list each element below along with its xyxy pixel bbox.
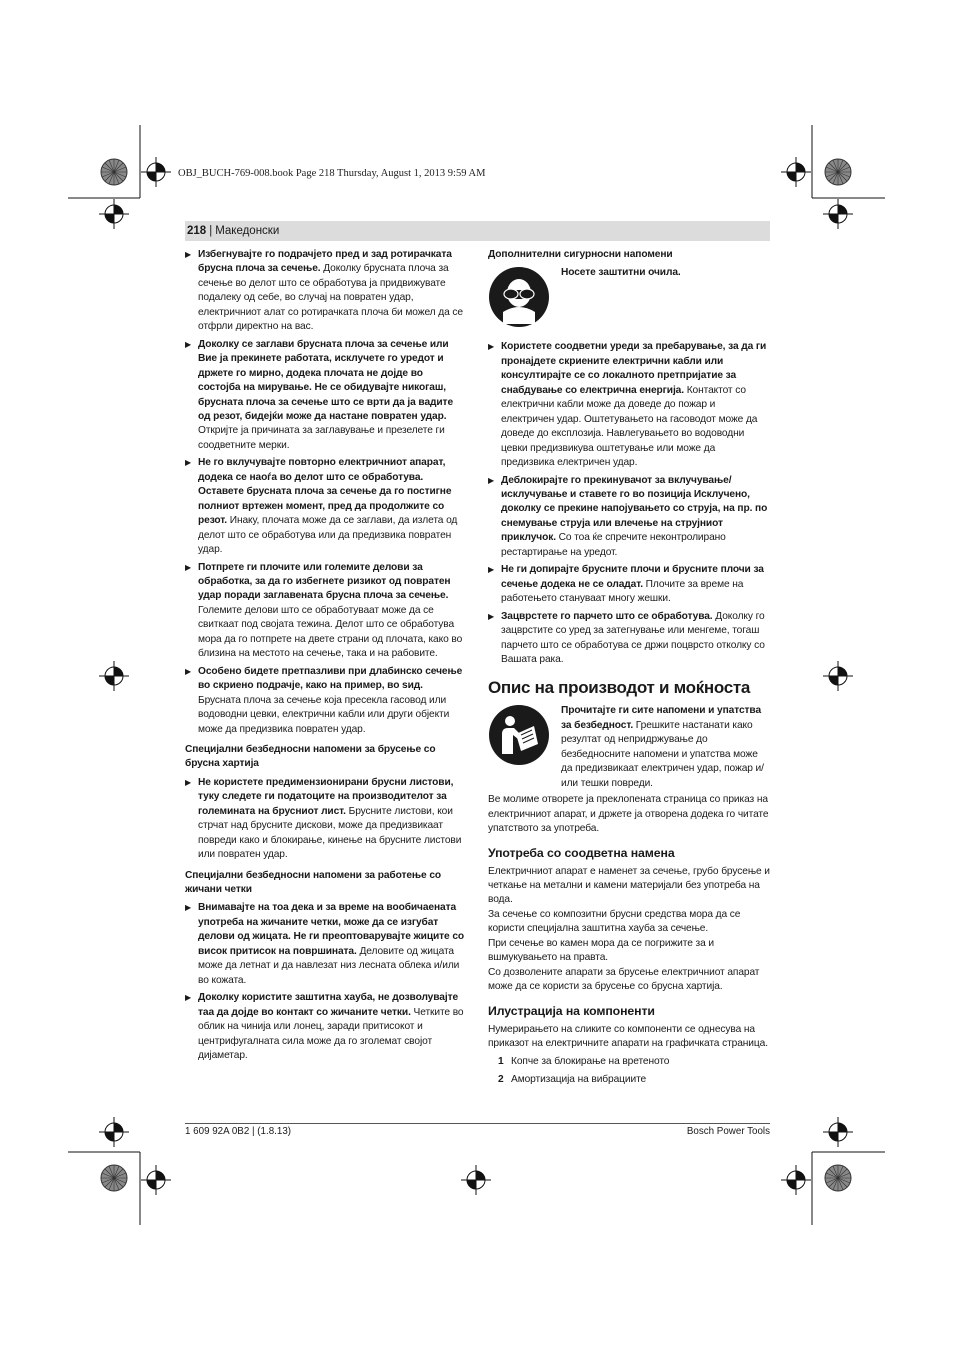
page-language: Македонски [215,225,280,237]
item-text: Откријте ја причината за заглавување и презелете ги соодветните мерки. [198,425,445,451]
subheading-wire-brushes: Специјални безбедносни напомени за работење со жичани четки [185,869,442,896]
bullet-arrow-icon: ▶ [488,565,495,575]
bullet-arrow-icon: ▶ [185,903,192,913]
goggles-notice [488,266,770,340]
component-number: 1 [498,1056,504,1068]
bullet-arrow-icon: ▶ [185,562,192,572]
read-manual-notice [488,704,770,791]
item-text: Четките во облик на чинија или лонец, заради притисокот и центрифугалната сила може да го зголемат својот дијаметар. [198,1006,464,1062]
component-label: Амортизација на вибрациите [511,1073,647,1085]
item-text: Контактот со електрични кабли може да доведе до пожар и електричен удар. Оштетувањето на гасоводот може да доведе до експлозија. Навлегувањето во водоводни цевки предизвикува оштетување или може да предизвика електричен удар. [501,384,758,469]
item-bold: Зацврстете го парчето што се обработува. [501,610,713,622]
item-bold: Користете соодветни уреди за пребарување, за да ги пронајдете скриените електрични кабли или консултирајте се со локалното претпријатие за снабдување со електрична енергија. [501,341,767,396]
bullet-arrow-icon: ▶ [185,339,192,349]
page-bar-separator: | [209,225,213,237]
item-text: Деловите од жицата може да летнат и да навлезат низ лесната облека и/или во кожата. [198,945,460,986]
item-text: Плочите за време на работењето стануваат многу жешки. [501,578,744,605]
list-item [185,991,467,1063]
item-text: Брусната плоча за сечење која пресекла гасовод или водоводни цевки, електрични кабли или други објекти може да предизвика повратен удар. [198,694,450,735]
item-bold: Не користете предимензионирани брусни листови, туку следете ги податоците на производителот за големината на брусниот лист. [198,776,454,817]
footer-document-number: 1 609 92A 0B2 | (1.8.13) [185,1126,292,1137]
component-number: 2 [498,1073,504,1085]
bullet-arrow-icon: ▶ [185,250,192,259]
components-intro: Нумерирањето на сликите со компоненти се однесува на приказот на електричните апарати на графичката страница. [488,1023,768,1050]
list-item [185,456,467,557]
item-text: Доколку го зацврстите со уред за затегнување или менгеме, тогаш парчето што се обработува се држи поцврсто отколку со Вашата рака. [501,610,765,665]
item-text: Со тоа ќе спречите неконтролирано рестартирање на уредот. [501,532,726,558]
bullet-arrow-icon: ▶ [185,777,192,787]
read-manual-icon [488,704,550,766]
intended-use-paragraph: Со дозволените апарати за брусење електричниот апарат може да се користи за брусење со брусна хартија. [488,966,760,993]
item-bold: Доколку користите заштитна хауба, не дозволувајте таа да дојде во контакт со жичаните четки. [198,992,459,1018]
bullet-arrow-icon: ▶ [185,458,192,468]
page-header-bar [185,221,770,241]
item-bold: Не ги допирајте брусните плочи и брусните плочи за сечење додека не се оладат. [501,564,764,590]
safety-goggles-icon [488,266,550,328]
subheading-sanding: Специјални безбедносни напомени за брусење со брусна хартија [185,743,436,770]
goggles-label: Носете заштитни очила. [561,267,681,279]
components-heading: Илустрација на компоненти [488,1003,655,1018]
item-bold: Деблокирајте го прекинувачот за вклучување/ исклучување и ставете го во позиција Исклучено, доколку се прекине напојувањето со струја, на пр. по снемување струја или влечење на струјниот приклучок. [501,474,768,544]
left-column [185,248,467,1066]
intended-use-paragraph: При сечење во камен мора да се погрижите за и вшмукувањето на правта. [488,937,714,964]
print-header: OBJ_BUCH-769-008.book Page 218 Thursday, August 1, 2013 9:59 AM [178,168,486,179]
item-bold: Не го вклучувајте повторно електричниот апарат, додека се наоѓа во делот што се обработува. Оставете брусната плоча за сечење да го постигне полниот вртежен момент, пред да продолжите со резот. [198,457,452,527]
subheading-additional: Дополнителни сигурносни напомени [488,249,673,260]
item-bold: Особено бидете претпазливи при длабинско сечење во скриено подрачје, како на пример, во sид. [198,665,463,692]
bullet-arrow-icon: ▶ [488,611,495,621]
bullet-arrow-icon: ▶ [488,342,495,352]
item-bold: Доколку се заглави брусната плоча за сечење или Вие ја прекинете работата, исклучете го уредот и држете го мирно, додека плочата не дојде во состојба на мирување. Не се обидувајте никогаш, брусната плоча за сечење што се врти да ја вадите од резот, бидејќи може да настане повратен удар. [198,338,454,422]
bullet-arrow-icon: ▶ [185,993,192,1003]
list-item [185,338,467,454]
list-item [185,901,467,988]
item-bold: Потпрете ги плочите или големите делови за обработка, за да го избегнете ризикот од повратен удар поради заглавената брусна плоча за сечење. [198,561,451,602]
item-text: Големите делови што се обработуваат може да се свиткаат под својата тежина. Делот што се обработува мора да го потпрете на двете страни од плочата, како во близина на местото на сечење, така и на рабовите. [198,604,463,660]
read-manual-body: Грешките настанати како резултат од непридржување до безбедносните напомени и упатства може да предизвикаат електричен удар, пожар и/или тешки повреди. [561,719,764,789]
bullet-arrow-icon: ▶ [488,475,495,485]
list-item [488,340,770,470]
item-text: Инаку, плочата може да се заглави, да излета од делот што се обработува или да предизвика повратен удар. [198,515,458,556]
list-item [185,248,467,335]
list-item [185,776,467,863]
intended-use-paragraph: За сечење со композитни брусни средства мора да се користи специјална заштитна хауба за сечење. [488,908,741,935]
item-bold: Избегнувајте го подрачјето пред и зад ротирачката брусна плоча за сечење. [198,249,452,275]
item-text: Брусните листови, кои стрчат над брусните дискови, може да предизвикаат повреди како и блокирање, кинење на брусните листови или повратен удар. [198,805,462,861]
list-item [185,561,467,662]
footer-brand: Bosch Power Tools [686,1126,770,1137]
open-page-paragraph: Ве молиме отворете ја преклопената страница со приказ на електричниот апарат, и држете ја отворена додека го читате упатството за употреба. [488,794,769,835]
item-text: Доколку брусната плоча за сечење во делот што се обработува ја придвижувате подалеку од себе, во случај на повратен удар, електричниот алат со ротирачката плоча би можел да се отфрли директно на вас. [198,263,463,333]
read-manual-bold: Прочитајте ги сите напомени и упатства за безбедност. [561,705,762,731]
item-bold: Внимавајте на тоа дека и за време на вообичаената употреба на жичаните четки, може да се изгубат делови од жицата. Не ги преоптоварувајте жиците со висок притисок на површината. [198,902,465,957]
list-item [488,610,770,668]
component-label: Копче за блокирање на вретеното [511,1056,670,1068]
list-item [488,563,770,606]
component-item [488,1073,770,1087]
intended-use-paragraph: Електричниот апарат е наменет за сечење, грубо брусење и четкање на метални и камени материјали без употреба на вода. [488,865,770,906]
page-number: 218 [187,225,207,237]
list-item [488,474,770,561]
right-column [488,248,770,1090]
footer-rule [185,1123,770,1124]
bullet-arrow-icon: ▶ [185,666,192,676]
list-item [185,665,467,737]
intended-use-heading: Употреба со соодветна намена [488,845,675,860]
component-item [488,1055,770,1069]
section-title: Опис на производот и моќноста [488,678,751,698]
